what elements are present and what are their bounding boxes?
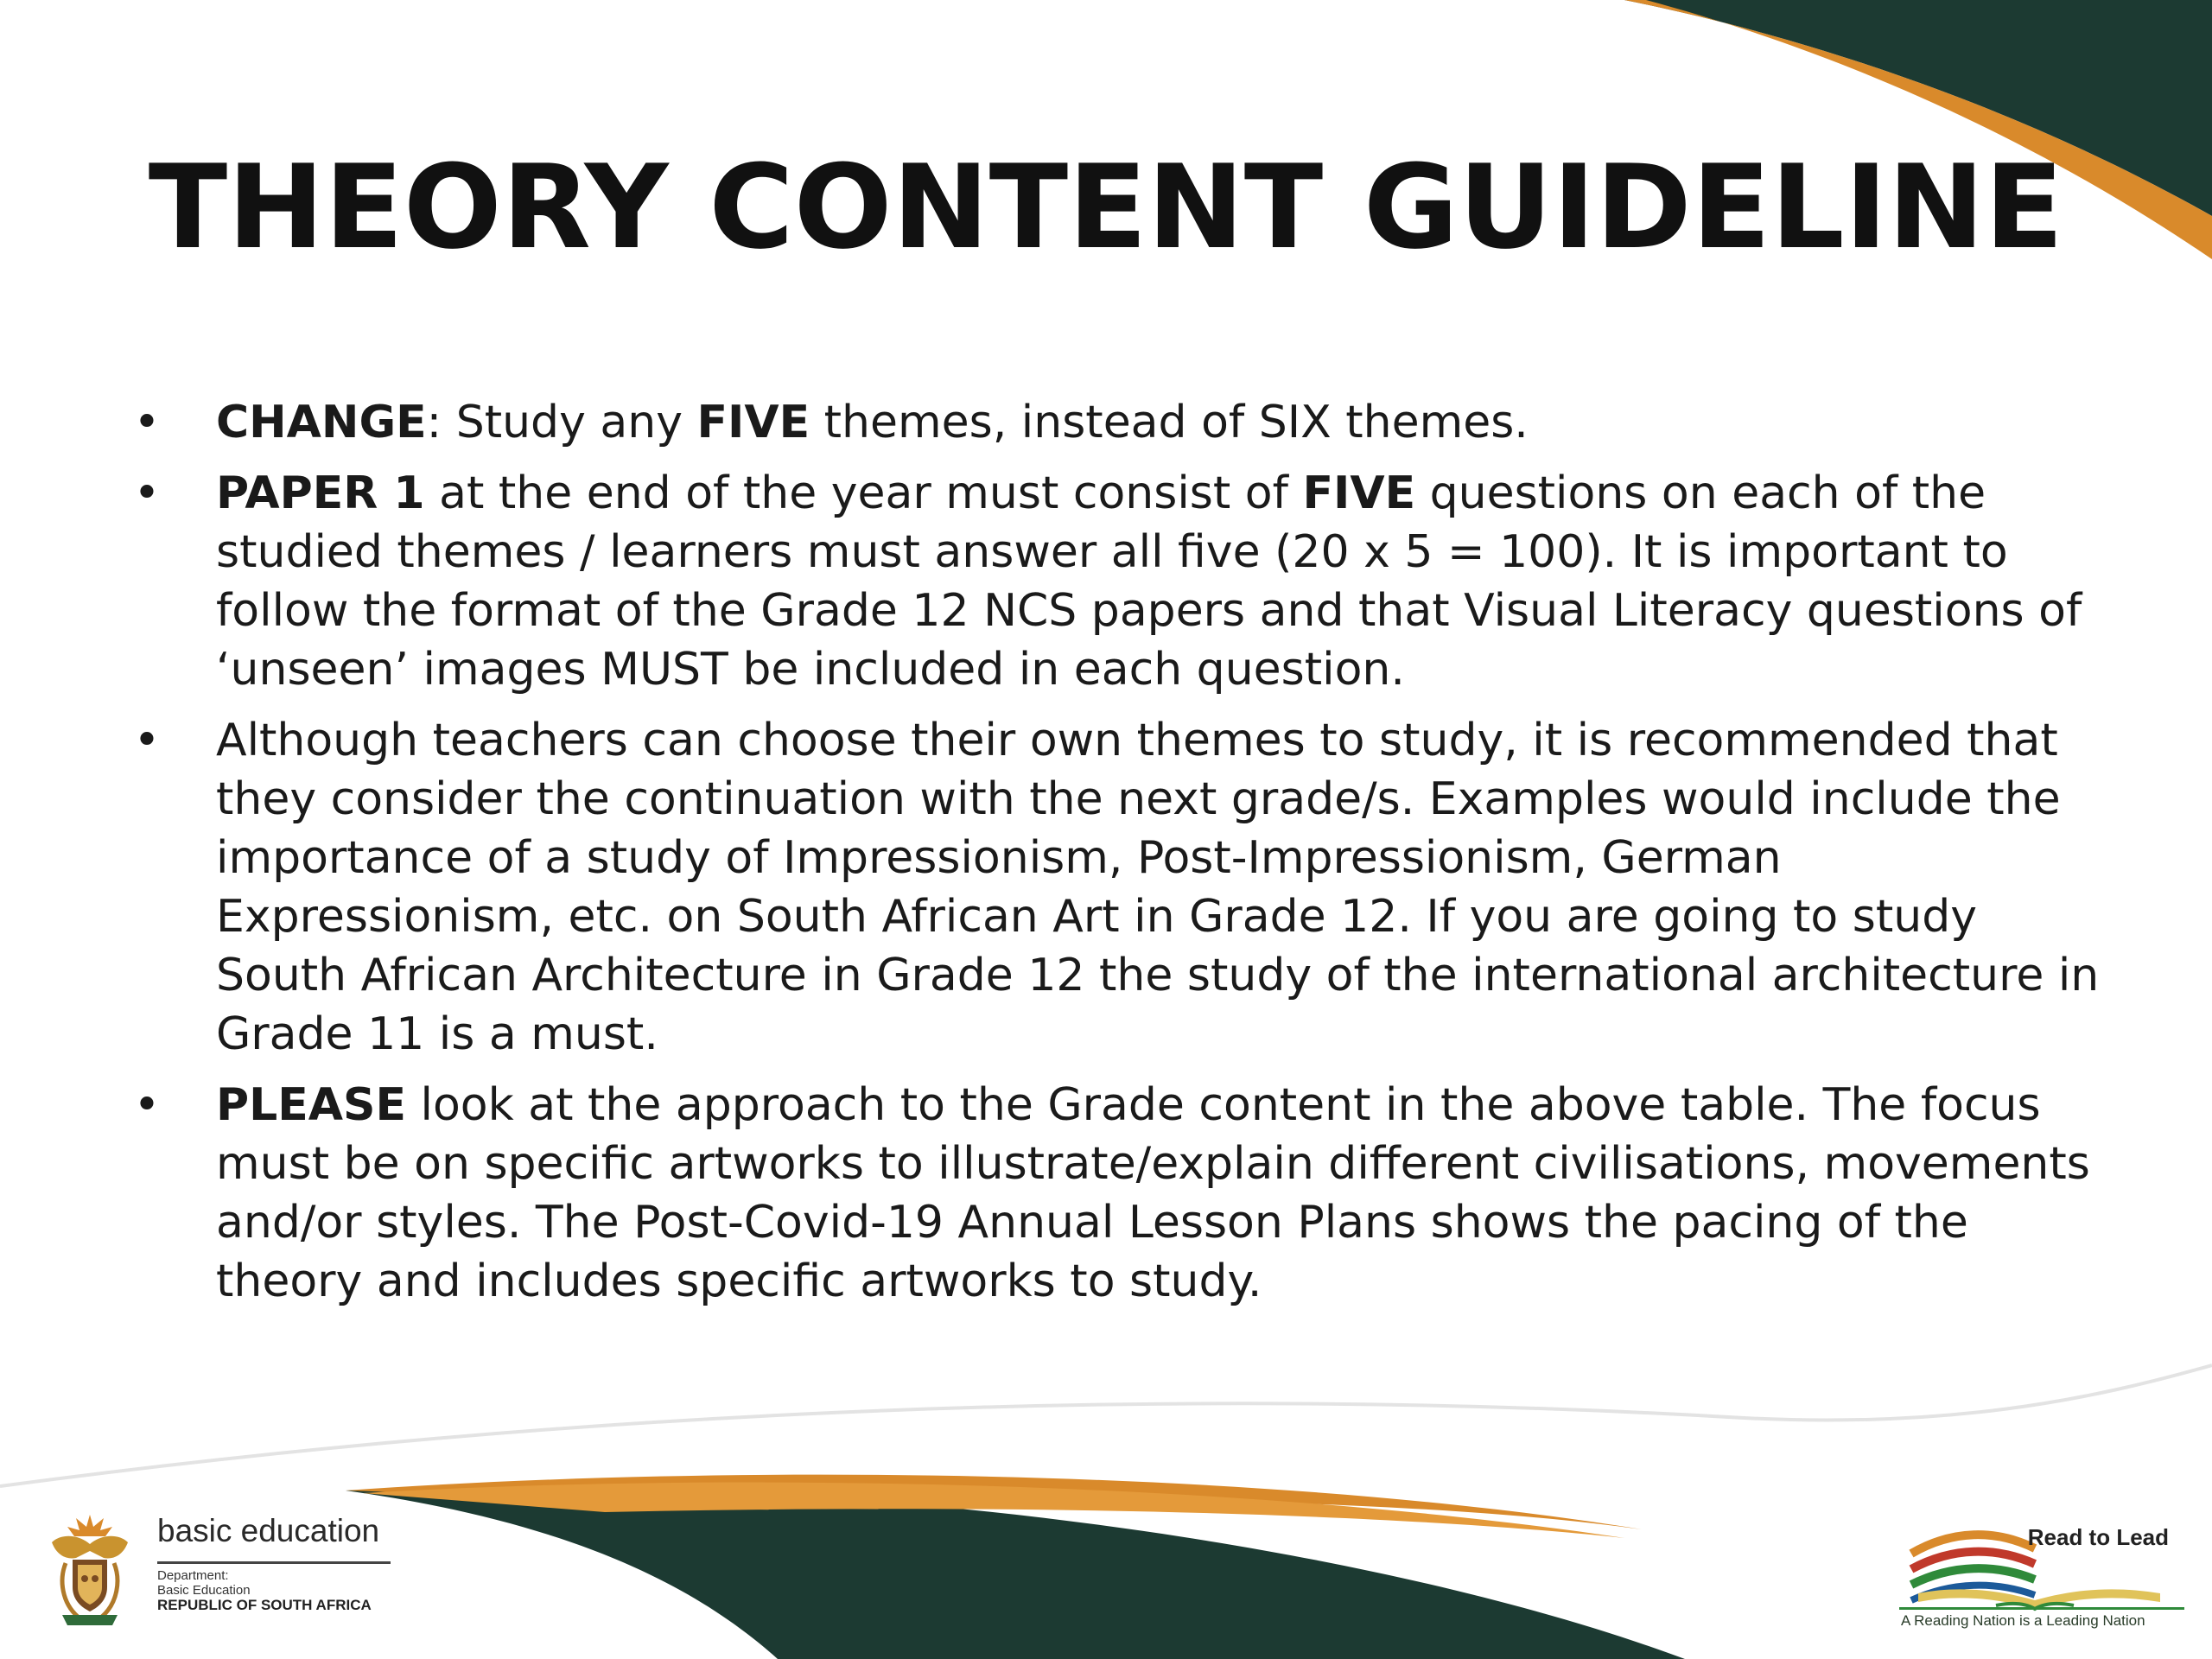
bullet-lead-text: CHANGE bbox=[216, 397, 427, 448]
bullet-bold-text: FIVE bbox=[1302, 467, 1416, 519]
bullet-dot: • bbox=[133, 397, 161, 448]
bullet-item-please bbox=[130, 1076, 2100, 1311]
basic-education-department-lines bbox=[157, 1568, 372, 1612]
bullet-list bbox=[130, 393, 2100, 1323]
bullet-dot: • bbox=[133, 1079, 161, 1131]
slide-title: THEORY CONTENT GUIDELINE bbox=[148, 140, 2064, 275]
read-to-lead-tagline: A Reading Nation is a Leading Nation bbox=[1901, 1612, 2145, 1629]
basic-education-divider bbox=[157, 1561, 391, 1564]
bullet-text: questions on each of the studied themes / learners must answer all five (20 x 5 = 100). It is important to follow the format of the Grade 12 NCS papers and that Visual Literacy questions of ‘unseen’ images MUST be included in each question. bbox=[216, 467, 2082, 696]
republic-line: REPUBLIC OF SOUTH AFRICA bbox=[157, 1597, 372, 1613]
bullet-item-paper-1 bbox=[130, 464, 2100, 699]
read-to-lead-logo bbox=[1892, 1503, 2186, 1642]
read-to-lead-title: Read to Lead bbox=[2027, 1524, 2169, 1550]
basic-education-name: basic education bbox=[157, 1513, 380, 1548]
bullet-item-themes bbox=[130, 711, 2100, 1064]
bullet-dot: • bbox=[133, 467, 161, 519]
coat-of-arms-icon bbox=[43, 1508, 137, 1629]
bullet-item-change bbox=[130, 393, 2100, 452]
bullet-text: at the end of the year must consist of bbox=[424, 467, 1303, 519]
bullet-text: look at the approach to the Grade content in the above table. The focus must be on specific artworks to illustrate/explain different civilisations, movements and/or styles. The Post-Covid-19 Annual Lesson Plans shows the pacing of the theory and includes specific artworks to study. bbox=[216, 1079, 2090, 1307]
bullet-text: themes, instead of SIX themes. bbox=[810, 397, 1529, 448]
bullet-dot: • bbox=[133, 715, 161, 766]
bullet-bold-text: FIVE bbox=[696, 397, 810, 448]
bullet-lead-text: PAPER 1 bbox=[216, 467, 425, 519]
basic-education-line: Basic Education bbox=[157, 1583, 251, 1598]
basic-education-logo bbox=[43, 1508, 406, 1629]
bullet-lead-text: PLEASE bbox=[216, 1079, 406, 1131]
bullet-text: Although teachers can choose their own themes to study, it is recommended that they consider the continuation with the next grade/s. Examples would include the importance of a study of Impressionism, Post-Impressionism, German Expressionism, etc. on South African Art in Grade 12. If you are going to study South African Architecture in Grade 12 the study of the international architecture in Grade 11 is a must. bbox=[216, 715, 2100, 1060]
bullet-text: : Study any bbox=[426, 397, 697, 448]
department-line: Department: bbox=[157, 1568, 229, 1583]
